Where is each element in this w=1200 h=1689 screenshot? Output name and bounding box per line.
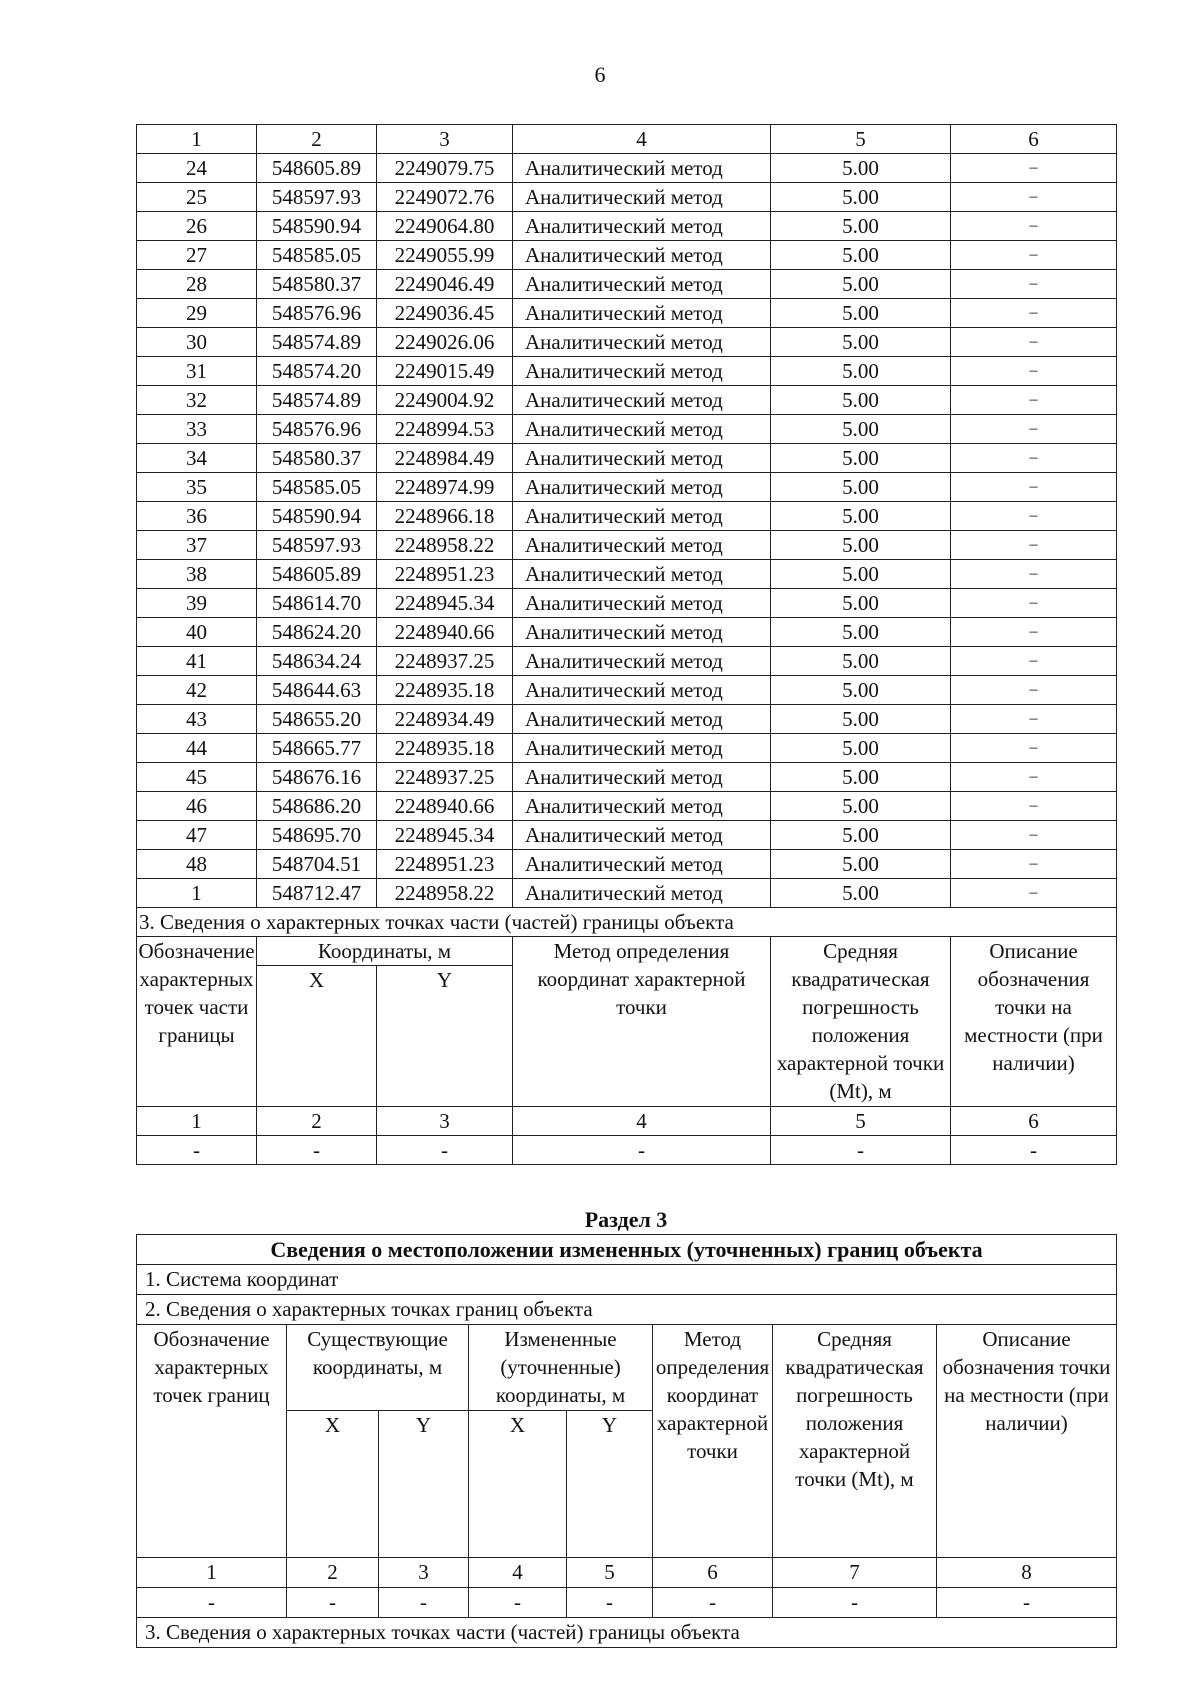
part3-header-row [137, 937, 1117, 966]
empty-cell: - [287, 1588, 379, 1618]
coord-x: 548614.70 [257, 589, 377, 618]
method: Аналитический метод [513, 821, 771, 850]
item2-row [137, 1295, 1117, 1325]
numbers-row [137, 1558, 1117, 1588]
coord-x: 548695.70 [257, 821, 377, 850]
section-title: Раздел 3 [584, 1207, 668, 1232]
method: Аналитический метод [513, 473, 771, 502]
coordinate-system-label: 1. Система координат [137, 1265, 1117, 1295]
mt-value: 5.00 [771, 241, 951, 270]
mt-value: 5.00 [771, 647, 951, 676]
method: Аналитический метод [513, 763, 771, 792]
table-row [137, 473, 1117, 502]
point-number: 44 [137, 734, 257, 763]
method: Аналитический метод [513, 531, 771, 560]
mt-value: 5.00 [771, 473, 951, 502]
table-row [137, 183, 1117, 212]
coord-y: 2249015.49 [377, 357, 513, 386]
method: Аналитический метод [513, 357, 771, 386]
table-row [137, 850, 1117, 879]
empty-cell: - [379, 1588, 469, 1618]
description: – [951, 270, 1117, 299]
description: – [951, 560, 1117, 589]
method: Аналитический метод [513, 299, 771, 328]
coord-y: 2248945.34 [377, 589, 513, 618]
description: – [951, 647, 1117, 676]
description: – [951, 792, 1117, 821]
mt-value: 5.00 [771, 850, 951, 879]
description: – [951, 821, 1117, 850]
mt-value: 5.00 [771, 676, 951, 705]
table-row [137, 444, 1117, 473]
coord-y: 2248958.22 [377, 531, 513, 560]
description: – [951, 473, 1117, 502]
method: Аналитический метод [513, 386, 771, 415]
column-number: 6 [653, 1558, 773, 1588]
column-number: 4 [513, 1107, 771, 1136]
header-designation: Обозначение характерных точек границ [137, 1325, 287, 1558]
empty-cell: - [377, 1136, 513, 1165]
table-row [137, 502, 1117, 531]
table-row [137, 299, 1117, 328]
description: – [951, 879, 1117, 908]
coordinates-table [136, 124, 1117, 1165]
description: – [951, 183, 1117, 212]
header-y-existing: Y [379, 1411, 469, 1558]
method: Аналитический метод [513, 328, 771, 357]
coord-y: 2249055.99 [377, 241, 513, 270]
header-desc: Описание обозначения точки на местности (при наличии) [951, 937, 1117, 1107]
header-mt: Средняя квадратическая погрешность положения характерной точки (Mt), м [773, 1325, 937, 1558]
table-row [137, 705, 1117, 734]
mt-value: 5.00 [771, 589, 951, 618]
empty-cell: - [469, 1588, 567, 1618]
description: – [951, 850, 1117, 879]
coord-y: 2248951.23 [377, 850, 513, 879]
column-number: 1 [137, 1107, 257, 1136]
table-row [137, 647, 1117, 676]
part3-title: 3. Сведения о характерных точках части (частей) границы объекта [137, 908, 1117, 937]
table-row [137, 241, 1117, 270]
header-row [137, 1325, 1117, 1411]
point-number: 39 [137, 589, 257, 618]
point-number: 28 [137, 270, 257, 299]
empty-cell: - [513, 1136, 771, 1165]
column-number: 3 [377, 1107, 513, 1136]
point-number: 35 [137, 473, 257, 502]
part3-empty-row [137, 1136, 1117, 1165]
coord-x: 548655.20 [257, 705, 377, 734]
method: Аналитический метод [513, 444, 771, 473]
description: – [951, 676, 1117, 705]
column-number: 2 [257, 125, 377, 154]
item3-row [137, 1618, 1117, 1648]
changed-boundaries-table [136, 1234, 1117, 1648]
coord-x: 548686.20 [257, 792, 377, 821]
method: Аналитический метод [513, 270, 771, 299]
column-number: 4 [469, 1558, 567, 1588]
coord-x: 548590.94 [257, 502, 377, 531]
description: – [951, 415, 1117, 444]
empty-cell: - [951, 1136, 1117, 1165]
method: Аналитический метод [513, 589, 771, 618]
point-number: 36 [137, 502, 257, 531]
point-number: 31 [137, 357, 257, 386]
table-row [137, 328, 1117, 357]
method: Аналитический метод [513, 705, 771, 734]
header-mt: Средняя квадратическая погрешность положения характерной точки (Mt), м [771, 937, 951, 1107]
column-number: 4 [513, 125, 771, 154]
column-number: 5 [771, 125, 951, 154]
method: Аналитический метод [513, 850, 771, 879]
description: – [951, 241, 1117, 270]
table-row [137, 531, 1117, 560]
coord-y: 2249004.92 [377, 386, 513, 415]
table-title: Сведения о местоположении измененных (уточненных) границ объекта [137, 1235, 1117, 1265]
method: Аналитический метод [513, 415, 771, 444]
point-number: 33 [137, 415, 257, 444]
header-coords: Координаты, м [257, 937, 513, 966]
point-number: 1 [137, 879, 257, 908]
column-number: 7 [773, 1558, 937, 1588]
coord-y: 2249079.75 [377, 154, 513, 183]
description: – [951, 386, 1117, 415]
header-designation: Обозначение характерных точек части границы [137, 937, 257, 1107]
point-number: 27 [137, 241, 257, 270]
description: – [951, 502, 1117, 531]
column-number: 3 [379, 1558, 469, 1588]
table-row [137, 618, 1117, 647]
point-number: 42 [137, 676, 257, 705]
mt-value: 5.00 [771, 531, 951, 560]
column-number: 5 [567, 1558, 653, 1588]
table-row [137, 560, 1117, 589]
table-row [137, 357, 1117, 386]
point-number: 25 [137, 183, 257, 212]
coord-y: 2248984.49 [377, 444, 513, 473]
empty-cell: - [137, 1136, 257, 1165]
table-row [137, 792, 1117, 821]
part3-title: 3. Сведения о характерных точках части (частей) границы объекта [137, 1618, 1117, 1648]
table-row [137, 386, 1117, 415]
coord-x: 548634.24 [257, 647, 377, 676]
table-title-row [137, 1235, 1117, 1265]
header-method: Метод определения координат характерной точки [513, 937, 771, 1107]
description: – [951, 763, 1117, 792]
empty-cell: - [653, 1588, 773, 1618]
page-number: 6 [594, 62, 606, 87]
description: – [951, 154, 1117, 183]
description: – [951, 299, 1117, 328]
mt-value: 5.00 [771, 183, 951, 212]
description: – [951, 357, 1117, 386]
coord-y: 2248937.25 [377, 763, 513, 792]
mt-value: 5.00 [771, 705, 951, 734]
mt-value: 5.00 [771, 299, 951, 328]
point-number: 30 [137, 328, 257, 357]
mt-value: 5.00 [771, 270, 951, 299]
mt-value: 5.00 [771, 560, 951, 589]
coord-y: 2248966.18 [377, 502, 513, 531]
mt-value: 5.00 [771, 879, 951, 908]
coord-x: 548585.05 [257, 241, 377, 270]
coord-y: 2248974.99 [377, 473, 513, 502]
point-number: 46 [137, 792, 257, 821]
column-numbers-row [137, 125, 1117, 154]
mt-value: 5.00 [771, 386, 951, 415]
method: Аналитический метод [513, 792, 771, 821]
coord-x: 548605.89 [257, 560, 377, 589]
method: Аналитический метод [513, 502, 771, 531]
coord-y: 2248937.25 [377, 647, 513, 676]
coord-y: 2248940.66 [377, 618, 513, 647]
column-number: 5 [771, 1107, 951, 1136]
column-number: 6 [951, 125, 1117, 154]
coord-x: 548580.37 [257, 270, 377, 299]
column-number: 3 [377, 125, 513, 154]
description: – [951, 444, 1117, 473]
coord-x: 548676.16 [257, 763, 377, 792]
coord-y: 2248934.49 [377, 705, 513, 734]
mt-value: 5.00 [771, 763, 951, 792]
coord-x: 548576.96 [257, 415, 377, 444]
method: Аналитический метод [513, 183, 771, 212]
table-row [137, 589, 1117, 618]
column-number: 1 [137, 1558, 287, 1588]
description: – [951, 328, 1117, 357]
header-x: X [257, 966, 377, 1107]
coord-x: 548597.93 [257, 183, 377, 212]
mt-value: 5.00 [771, 328, 951, 357]
coord-x: 548644.63 [257, 676, 377, 705]
mt-value: 5.00 [771, 154, 951, 183]
coord-x: 548574.20 [257, 357, 377, 386]
coord-y: 2249072.76 [377, 183, 513, 212]
mt-value: 5.00 [771, 212, 951, 241]
header-y-changed: Y [567, 1411, 653, 1558]
mt-value: 5.00 [771, 792, 951, 821]
header-method: Метод определения координат характерной точки [653, 1325, 773, 1558]
empty-cell: - [771, 1136, 951, 1165]
method: Аналитический метод [513, 241, 771, 270]
table-row [137, 879, 1117, 908]
coord-x: 548585.05 [257, 473, 377, 502]
mt-value: 5.00 [771, 502, 951, 531]
column-number: 6 [951, 1107, 1117, 1136]
point-number: 38 [137, 560, 257, 589]
coord-x: 548574.89 [257, 328, 377, 357]
point-number: 48 [137, 850, 257, 879]
coord-y: 2249064.80 [377, 212, 513, 241]
mt-value: 5.00 [771, 821, 951, 850]
coord-y: 2249036.45 [377, 299, 513, 328]
column-number: 2 [257, 1107, 377, 1136]
empty-cell: - [773, 1588, 937, 1618]
description: – [951, 212, 1117, 241]
column-number: 1 [137, 125, 257, 154]
mt-value: 5.00 [771, 444, 951, 473]
point-number: 40 [137, 618, 257, 647]
header-changed: Измененные (уточненные) координаты, м [469, 1325, 653, 1411]
method: Аналитический метод [513, 212, 771, 241]
table-row [137, 415, 1117, 444]
coord-x: 548605.89 [257, 154, 377, 183]
empty-cell: - [567, 1588, 653, 1618]
coord-x: 548597.93 [257, 531, 377, 560]
table-row [137, 763, 1117, 792]
table-row [137, 676, 1117, 705]
point-number: 26 [137, 212, 257, 241]
coord-x: 548574.89 [257, 386, 377, 415]
description: – [951, 618, 1117, 647]
part3-numbers-row [137, 1107, 1117, 1136]
column-number: 8 [937, 1558, 1117, 1588]
header-x-changed: X [469, 1411, 567, 1558]
coord-y: 2248951.23 [377, 560, 513, 589]
coord-y: 2249026.06 [377, 328, 513, 357]
coord-x: 548712.47 [257, 879, 377, 908]
coord-x: 548590.94 [257, 212, 377, 241]
item1-row [137, 1265, 1117, 1295]
empty-cell: - [257, 1136, 377, 1165]
empty-row [137, 1588, 1117, 1618]
table-row [137, 154, 1117, 183]
table-row [137, 734, 1117, 763]
method: Аналитический метод [513, 647, 771, 676]
description: – [951, 589, 1117, 618]
header-y: Y [377, 966, 513, 1107]
coord-y: 2248935.18 [377, 734, 513, 763]
method: Аналитический метод [513, 676, 771, 705]
coord-y: 2248935.18 [377, 676, 513, 705]
point-number: 43 [137, 705, 257, 734]
point-number: 47 [137, 821, 257, 850]
method: Аналитический метод [513, 734, 771, 763]
coord-x: 548624.20 [257, 618, 377, 647]
coord-y: 2248940.66 [377, 792, 513, 821]
point-number: 37 [137, 531, 257, 560]
coord-y: 2248994.53 [377, 415, 513, 444]
table-row [137, 270, 1117, 299]
coord-y: 2249046.49 [377, 270, 513, 299]
coord-x: 548704.51 [257, 850, 377, 879]
method: Аналитический метод [513, 618, 771, 647]
point-number: 34 [137, 444, 257, 473]
column-number: 2 [287, 1558, 379, 1588]
coord-x: 548665.77 [257, 734, 377, 763]
points-subtitle: 2. Сведения о характерных точках границ объекта [137, 1295, 1117, 1325]
point-number: 41 [137, 647, 257, 676]
table-row [137, 212, 1117, 241]
header-desc: Описание обозначения точки на местности (при наличии) [937, 1325, 1117, 1558]
method: Аналитический метод [513, 154, 771, 183]
empty-cell: - [937, 1588, 1117, 1618]
header-existing: Существующие координаты, м [287, 1325, 469, 1411]
description: – [951, 531, 1117, 560]
coord-y: 2248945.34 [377, 821, 513, 850]
point-number: 29 [137, 299, 257, 328]
mt-value: 5.00 [771, 734, 951, 763]
coord-x: 548576.96 [257, 299, 377, 328]
empty-cell: - [137, 1588, 287, 1618]
description: – [951, 705, 1117, 734]
coord-y: 2248958.22 [377, 879, 513, 908]
table-row [137, 821, 1117, 850]
coord-x: 548580.37 [257, 444, 377, 473]
method: Аналитический метод [513, 560, 771, 589]
point-number: 24 [137, 154, 257, 183]
mt-value: 5.00 [771, 415, 951, 444]
method: Аналитический метод [513, 879, 771, 908]
point-number: 32 [137, 386, 257, 415]
description: – [951, 734, 1117, 763]
point-number: 45 [137, 763, 257, 792]
mt-value: 5.00 [771, 357, 951, 386]
mt-value: 5.00 [771, 618, 951, 647]
part3-title-row [137, 908, 1117, 937]
header-x-existing: X [287, 1411, 379, 1558]
